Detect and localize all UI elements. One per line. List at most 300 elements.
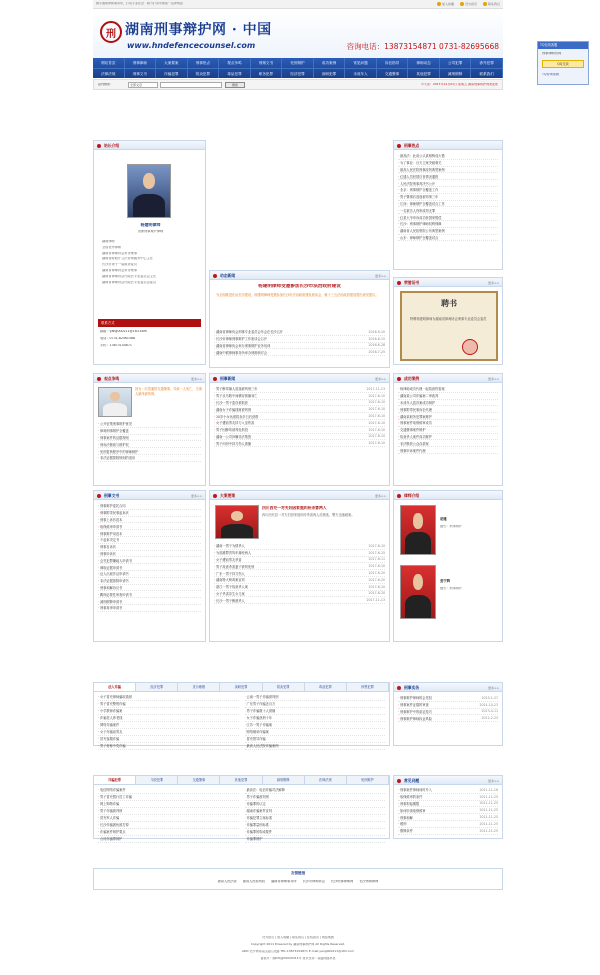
grid-item[interactable]: · 女子诈骗获刑十年 bbox=[245, 715, 386, 722]
grid-item[interactable]: · 诈骗案件辩护要点 bbox=[98, 829, 239, 836]
site-footer bbox=[93, 932, 503, 975]
list-item[interactable] bbox=[398, 153, 498, 160]
nav-item[interactable]: 职务犯罪 bbox=[251, 69, 283, 78]
list-item[interactable] bbox=[214, 557, 385, 564]
list-item[interactable] bbox=[398, 386, 498, 393]
list-item-title: · 杨律师成功代理一起故意伤害案 bbox=[398, 386, 498, 391]
grid-item[interactable]: · 男子冒充警察诈骗 bbox=[98, 701, 239, 708]
dynamic-news-headline[interactable]: 杨建明律师受邀参加长沙市法治政府建设 bbox=[258, 284, 341, 289]
circle-icon bbox=[397, 686, 401, 690]
more-link[interactable]: 更多>> bbox=[190, 493, 202, 498]
circle-icon bbox=[397, 779, 401, 783]
list-item-title: · 湖南某职务犯罪案辩护 bbox=[398, 414, 498, 419]
list-item-date: 2017-11-13 bbox=[366, 598, 385, 603]
list-item[interactable] bbox=[398, 434, 498, 441]
list-item-title: · 男子肇事后逃逸被判刑三年 bbox=[398, 194, 498, 199]
list-item-date: 2014-10-23 bbox=[479, 702, 498, 707]
grid-item[interactable]: · 女子诈骗前男友 bbox=[98, 729, 239, 736]
nav-item[interactable]: 其他犯罪 bbox=[408, 69, 440, 78]
list-item-title: · 江西：律师辩护全覆盖试点工作 bbox=[398, 201, 498, 206]
nav-item[interactable]: 大案要案 bbox=[156, 58, 188, 68]
more-link[interactable]: 更多>> bbox=[374, 273, 386, 278]
list-item[interactable] bbox=[214, 343, 385, 350]
grid-item[interactable]: · 男子谎称中奖诈骗 bbox=[98, 743, 239, 750]
big-cases-panel bbox=[209, 490, 390, 642]
list-item-title: · 律师刑事辩护全覆盖 bbox=[98, 428, 201, 433]
list-item-title: · 长沙市律师刑事辩护工作座谈会召开 bbox=[214, 336, 367, 341]
nav-item[interactable]: 常见问题 bbox=[345, 58, 377, 68]
list-item[interactable] bbox=[98, 441, 201, 448]
list-item[interactable] bbox=[398, 420, 498, 427]
list-item[interactable] bbox=[214, 584, 385, 591]
list-item-title: · 非法证据排除规则的适用 bbox=[98, 455, 201, 460]
list-item-date: 2016-9-10 bbox=[368, 329, 385, 334]
list-item[interactable] bbox=[214, 577, 385, 584]
lawyer-2-photo bbox=[400, 565, 436, 619]
list-item[interactable] bbox=[214, 440, 385, 447]
list-item-title: · 男子因醉驾被判处拘役 bbox=[214, 427, 367, 432]
grid-item[interactable]: · 男子诈骗数十人被捕 bbox=[245, 708, 386, 715]
list-item-title: · 湖南特大贩毒案宣判 bbox=[214, 577, 367, 582]
list-item[interactable] bbox=[398, 821, 498, 828]
dynamic-news-summary: 为全面推进法治长沙建设，杨建明律师受邀参加长沙市法治政府建设座谈会，就十三五法治政府建设提出意见建议。 bbox=[216, 293, 379, 297]
list-item[interactable] bbox=[398, 207, 498, 214]
list-item[interactable] bbox=[214, 420, 385, 427]
nav-item[interactable]: 经济犯罪 bbox=[282, 69, 314, 78]
grid-item[interactable]: · 最高法：电信诈骗司法解释 bbox=[245, 787, 386, 794]
list-item[interactable] bbox=[398, 221, 498, 228]
list-item-title: · 湖南省律师协会举办刑事辩护业务培训 bbox=[214, 343, 367, 348]
bio-line: 湖南省律师协会常务理事 bbox=[102, 251, 138, 255]
dynamic-news-panel bbox=[209, 270, 390, 368]
grid-item[interactable]: · 诈骗罪量刑标准 bbox=[245, 822, 386, 829]
list-item-title: · 刑事申诉状 bbox=[98, 551, 201, 556]
more-link[interactable]: 更多>> bbox=[487, 376, 499, 381]
list-item-date: 2011-11-25 bbox=[479, 815, 498, 820]
nav-item[interactable]: 刑辩文书 bbox=[251, 58, 283, 68]
certificate-body: 特聘杨建明律师为湖南省律师协会刑事专业委员会委员 bbox=[410, 317, 487, 321]
list-item[interactable] bbox=[398, 440, 498, 447]
list-item-title: · 刑事案件取保候审成功 bbox=[398, 420, 498, 425]
list-item-date: 2016-6-28 bbox=[368, 343, 385, 348]
list-item-title: · 刑事上诉状范本 bbox=[98, 517, 201, 522]
list-item[interactable] bbox=[398, 807, 498, 814]
list-item-title: · 刑事案件证据的审查 bbox=[398, 702, 477, 707]
tab-item[interactable]: 涉黑犯罪 bbox=[347, 683, 389, 691]
list-item-date: 2015-1-27 bbox=[481, 695, 498, 700]
grid-item[interactable]: · 冒充客服诈骗 bbox=[98, 736, 239, 743]
top-bar-links bbox=[437, 2, 500, 6]
list-item[interactable] bbox=[98, 428, 201, 435]
friend-link[interactable]: 长沙市律师协会 bbox=[302, 880, 325, 883]
list-item-date: 2011-11-25 bbox=[479, 821, 498, 826]
faq-panel-header: 常见问题 更多>> bbox=[394, 776, 502, 785]
list-item-date: 2011-11-16 bbox=[479, 787, 498, 792]
list-item[interactable] bbox=[98, 591, 201, 598]
nav-item[interactable]: 刑事律师 bbox=[125, 58, 157, 68]
list-item-title: · 刑事辩护律师执业风险 bbox=[398, 716, 480, 721]
list-item-title: · 红星大爷申诉成功获国家赔偿 bbox=[398, 215, 498, 220]
list-item[interactable] bbox=[98, 557, 201, 564]
nav-item[interactable]: 诉讼指导 bbox=[377, 58, 409, 68]
tab-item[interactable]: 其他犯罪 bbox=[220, 776, 262, 784]
list-item-title: · 最高人民法院刑事改判典型案例 bbox=[398, 167, 498, 172]
footer-links[interactable]: 设为首页 | 加入收藏 | 联系我们 | 在线留言 | 网站地图 bbox=[262, 936, 334, 939]
list-item-date: 2016-7-25 bbox=[368, 350, 385, 355]
list-item[interactable] bbox=[398, 406, 498, 413]
nav-item[interactable]: 联系我们 bbox=[471, 69, 503, 78]
friend-link[interactable]: 湖南省律师事务所 bbox=[271, 880, 297, 883]
list-item-date: 2017-6-20 bbox=[368, 571, 385, 576]
list-item[interactable] bbox=[398, 167, 498, 174]
cases-panel-header: 成功案例 更多>> bbox=[394, 374, 502, 383]
list-item[interactable] bbox=[98, 510, 201, 517]
nav-item[interactable]: 成功案例 bbox=[314, 58, 346, 68]
circle-icon bbox=[397, 144, 401, 148]
list-item-date: 2017-6-10 bbox=[368, 420, 385, 425]
lawyer-1-photo bbox=[400, 505, 436, 555]
tab-item[interactable]: 经济犯罪 bbox=[136, 683, 178, 691]
list-item-title: · 男子故意杀害妻子被判死刑 bbox=[214, 564, 367, 569]
list-item[interactable] bbox=[98, 455, 201, 462]
debate-panel bbox=[93, 373, 206, 486]
tab-item[interactable]: 拐卖犯罪 bbox=[263, 683, 305, 691]
list-item[interactable] bbox=[214, 543, 385, 550]
nav-item[interactable]: 观点争鸣 bbox=[219, 58, 251, 68]
list-item-title: · 刑事申诉案件代理 bbox=[398, 448, 498, 453]
tab-item[interactable]: 诈骗犯罪 bbox=[94, 776, 136, 784]
list-item-title: · 取保候审申请书 bbox=[98, 524, 201, 529]
circle-icon bbox=[97, 377, 101, 381]
set-homepage-link[interactable]: 设为首页 bbox=[460, 2, 477, 6]
list-item-title: · 男子醉驾撞人逃逸被判刑三年 bbox=[214, 386, 364, 391]
contact-line: 邮箱：yang000211@163.com bbox=[100, 330, 147, 333]
lawyer-2-name[interactable]: 姜宇辉 bbox=[440, 579, 451, 583]
grid-item[interactable]: · 云南一男子诈骗被判刑 bbox=[245, 694, 386, 701]
list-item-title: · 不起诉决定书 bbox=[98, 537, 201, 542]
certificate-image bbox=[400, 291, 498, 361]
main-nav bbox=[93, 58, 503, 78]
nav-item[interactable]: 律师动态 bbox=[408, 58, 440, 68]
dynamic-news-list bbox=[214, 329, 385, 356]
bio-line: 湖南省律师协会行政法专业委员会主任 bbox=[102, 274, 157, 278]
list-item[interactable] bbox=[98, 537, 201, 544]
list-item[interactable] bbox=[214, 329, 385, 336]
tab-item[interactable]: 法人诈骗 bbox=[94, 683, 136, 691]
nav-item[interactable]: 死刑辩护 bbox=[282, 58, 314, 68]
list-item-title: · 公开征集刑事辩护意见 bbox=[98, 421, 201, 426]
list-item[interactable] bbox=[98, 551, 201, 558]
list-item[interactable] bbox=[214, 400, 385, 407]
qq-chat-button[interactable]: QQ交谈 bbox=[542, 60, 584, 68]
list-item[interactable] bbox=[214, 563, 385, 570]
certificate-panel-header: 荣誉证书 更多>> bbox=[394, 278, 502, 287]
bio-line: 全国优秀律师 bbox=[102, 245, 122, 249]
debate-intro: 因为一次普通的交通肇事，导致一人死亡，当事人最终被判刑。 bbox=[135, 387, 202, 396]
grid-item[interactable]: · 男子诈骗被判刑 bbox=[245, 794, 386, 801]
grid-item[interactable]: · 网络刷单诈骗案 bbox=[245, 729, 386, 736]
list-item[interactable] bbox=[214, 570, 385, 577]
tq-system-link[interactable]: TQ咨询系统 bbox=[542, 73, 560, 76]
list-item[interactable] bbox=[398, 447, 498, 454]
contact-us-link[interactable]: 联系我们 bbox=[483, 2, 500, 6]
friend-link[interactable]: 最高人民法院 bbox=[217, 880, 237, 883]
contact-line: 电话：0731-82561588 bbox=[100, 337, 136, 340]
list-item-title: · 如何申请取保候审 bbox=[398, 808, 477, 813]
list-item[interactable] bbox=[98, 598, 201, 605]
practice-panel-header: 刑事实务 更多>> bbox=[394, 683, 502, 692]
circle-icon bbox=[213, 494, 217, 498]
nav-item[interactable]: 法律法规 bbox=[93, 69, 125, 78]
nav-item[interactable]: 网站首页 bbox=[93, 58, 125, 68]
list-item[interactable] bbox=[398, 393, 498, 400]
list-item-title: · 刑事辩护委托合同 bbox=[98, 503, 201, 508]
list-item-title: · 刑事和解 bbox=[398, 815, 477, 820]
friend-link[interactable]: 最高人民检察院 bbox=[242, 880, 266, 883]
list-item[interactable] bbox=[398, 214, 498, 221]
grid-item[interactable]: · 网上购物诈骗 bbox=[98, 801, 239, 808]
practice-panel bbox=[393, 682, 503, 746]
bio-line: 湖南省财政厅立法咨询服务中心主任 bbox=[102, 257, 153, 261]
list-item-title: · 为逃避罪责驾车撞死两人 bbox=[214, 550, 367, 555]
nav-item[interactable]: 减刑假释 bbox=[440, 69, 472, 78]
list-item[interactable] bbox=[398, 794, 498, 801]
list-item[interactable] bbox=[398, 400, 498, 407]
list-item[interactable] bbox=[398, 427, 498, 434]
list-item[interactable] bbox=[98, 571, 201, 578]
list-item[interactable] bbox=[98, 523, 201, 530]
list-item[interactable] bbox=[98, 503, 201, 510]
grid-item[interactable]: · 合同诈骗罪辩护 bbox=[98, 836, 239, 843]
list-item-title: · 女子遭前男友持刀入室伤害 bbox=[214, 420, 367, 425]
criminal-news-list bbox=[214, 386, 385, 447]
grid-item[interactable]: · 长沙诈骗团伙被打掉 bbox=[98, 822, 239, 829]
more-link[interactable]: 更多>> bbox=[190, 376, 202, 381]
tab-item[interactable]: 斗殴犯罪 bbox=[136, 776, 178, 784]
friend-link[interactable]: 长沙刑事律师网 bbox=[330, 880, 354, 883]
big-cases-header: 大案要案 更多>> bbox=[210, 491, 389, 500]
list-item[interactable] bbox=[398, 801, 498, 808]
list-item[interactable] bbox=[98, 448, 201, 455]
grid-item[interactable]: · 冒充领导诈骗 bbox=[245, 736, 386, 743]
grid-item[interactable]: · 男子冒充银行员工诈骗 bbox=[98, 794, 239, 801]
site-title: 湖南刑事辩护网 · 中国 bbox=[125, 22, 272, 38]
list-item[interactable] bbox=[214, 336, 385, 343]
list-item-title: · 男子纠纷中持刀伤人被捕 bbox=[214, 441, 367, 446]
grid-item[interactable]: · 诈骗罪辩护 bbox=[245, 836, 386, 843]
list-item-date: 2016-8-15 bbox=[368, 336, 385, 341]
documents-panel bbox=[93, 490, 206, 642]
list-item[interactable] bbox=[398, 187, 498, 194]
list-item-title: · 交通肇事案件辩护 bbox=[398, 427, 498, 432]
more-link[interactable]: 更多>> bbox=[374, 493, 386, 498]
list-item-date: 2017-6-20 bbox=[368, 577, 385, 582]
grid-item[interactable]: · 诈骗犯罪立案标准 bbox=[245, 815, 386, 822]
grid-item[interactable]: · 广东男子诈骗近百万 bbox=[245, 701, 386, 708]
crime-list-1 bbox=[98, 694, 385, 750]
list-item-title: · 10岁小女孩被拐卖多日后获救 bbox=[214, 414, 367, 419]
list-item[interactable] bbox=[98, 544, 201, 551]
list-item[interactable] bbox=[398, 180, 498, 187]
lawyer-1-intro: 擅长：刑事辩护 bbox=[440, 525, 463, 528]
practice-list bbox=[398, 695, 498, 722]
friend-link[interactable]: 长沙刑辩律师 bbox=[359, 880, 379, 883]
list-item-title: · 刑事附带民事起诉状 bbox=[98, 510, 201, 515]
site-logo-icon[interactable]: 刑 bbox=[100, 21, 122, 43]
debate-list bbox=[98, 421, 201, 462]
list-item[interactable] bbox=[98, 578, 201, 585]
tab-item[interactable]: 毒品犯罪 bbox=[305, 683, 347, 691]
grid-item[interactable]: · 湖南诈骗案件宣判 bbox=[245, 808, 386, 815]
lawyer-role: 资深刑事辩护律师 bbox=[137, 230, 164, 233]
bio-line: 湖南省律师协会行政法专业委员会委员 bbox=[102, 280, 157, 284]
list-item-title: · 山东：律师辩护全覆盖试点 bbox=[398, 235, 498, 240]
bio-line: 湖南省律师协会常务理事 bbox=[102, 268, 138, 272]
list-item-date: 2011-11-25 bbox=[479, 801, 498, 806]
big-case-photo bbox=[215, 505, 259, 539]
nav-item[interactable]: 刑事热点 bbox=[188, 58, 220, 68]
list-item-title: · 广东一男子持刀伤人 bbox=[214, 571, 367, 576]
lawyer-bio bbox=[102, 240, 202, 286]
list-item[interactable] bbox=[214, 427, 385, 434]
grid-item[interactable]: · 诈骗罪的构成要件 bbox=[245, 829, 386, 836]
circle-icon bbox=[397, 281, 401, 285]
list-item[interactable] bbox=[398, 413, 498, 420]
grid-item[interactable]: · 男子诈骗被判刑 bbox=[98, 808, 239, 815]
grid-item[interactable]: · 江苏一男子诈骗案 bbox=[245, 722, 386, 729]
date-greeting: 今天是：2017年12月01日 星期五 湖南刑事辩护网欢迎您 bbox=[420, 83, 498, 86]
lawyer-2-intro: 擅长：刑事辩护 bbox=[440, 587, 463, 590]
list-item[interactable] bbox=[98, 435, 201, 442]
list-item[interactable] bbox=[398, 702, 498, 709]
more-link[interactable]: 更多>> bbox=[374, 376, 386, 381]
list-item-title: · 湖南女子诈骗钱财被判刑 bbox=[214, 407, 367, 412]
profile-panel bbox=[93, 140, 206, 365]
list-item[interactable] bbox=[398, 160, 498, 167]
list-item[interactable] bbox=[398, 715, 498, 722]
tab-item[interactable]: 死刑辩护 bbox=[347, 776, 389, 784]
nav-item[interactable]: 未成年人 bbox=[345, 69, 377, 78]
list-item[interactable] bbox=[98, 421, 201, 428]
list-item-title: · 长沙一男子醉酒杀人 bbox=[214, 598, 364, 603]
nav-item[interactable]: 毒品犯罪 bbox=[219, 69, 251, 78]
list-item[interactable] bbox=[214, 386, 385, 393]
grid-item[interactable]: · 女子冒充律师骗取钱财 bbox=[98, 694, 239, 701]
footer-copyright: Copyright 2011 Powered by 湖南刑事辩护网 All Rights Reserved. bbox=[250, 943, 346, 946]
crime-tabs-1 bbox=[94, 683, 389, 692]
home-icon bbox=[460, 2, 464, 6]
search-button[interactable]: 搜索 bbox=[225, 82, 245, 88]
tab-item[interactable]: 减刑假释 bbox=[263, 776, 305, 784]
list-item[interactable] bbox=[398, 228, 498, 235]
more-link[interactable]: 更多>> bbox=[487, 280, 499, 285]
list-item[interactable] bbox=[398, 194, 498, 201]
list-item[interactable] bbox=[98, 564, 201, 571]
search-bar bbox=[93, 79, 503, 90]
debate-photo bbox=[98, 387, 132, 417]
list-item[interactable] bbox=[398, 828, 498, 835]
top-bar bbox=[93, 0, 503, 9]
more-link[interactable]: 更多>> bbox=[487, 685, 499, 690]
list-item[interactable] bbox=[398, 695, 498, 702]
grid-item[interactable]: · 电信网络诈骗案件 bbox=[98, 787, 239, 794]
grid-item[interactable]: · 冒充军人诈骗 bbox=[98, 815, 239, 822]
search-input[interactable] bbox=[160, 82, 222, 88]
list-item-title: · 非法证据排除申请书 bbox=[98, 578, 201, 583]
nav-item[interactable]: 渎职犯罪 bbox=[314, 69, 346, 78]
list-item[interactable] bbox=[398, 201, 498, 208]
tab-item[interactable]: 交通肇事 bbox=[178, 776, 220, 784]
list-item[interactable] bbox=[214, 349, 385, 356]
nav-item[interactable]: 公司犯罪 bbox=[440, 58, 472, 68]
list-item[interactable] bbox=[398, 173, 498, 180]
list-item-date: 2011-11-25 bbox=[479, 794, 498, 799]
grid-item[interactable]: · 诈骗罪的认定 bbox=[245, 801, 386, 808]
list-item[interactable] bbox=[214, 591, 385, 598]
lawyer-consult-link[interactable]: 刑事律师咨询 bbox=[542, 52, 562, 55]
list-item[interactable] bbox=[98, 517, 201, 524]
list-item[interactable] bbox=[214, 597, 385, 604]
lawyers-panel-header: 律师介绍 bbox=[394, 491, 502, 500]
nav-item[interactable]: 交通肇事 bbox=[377, 69, 409, 78]
grid-item[interactable]: · 小学教师诈骗案 bbox=[98, 708, 239, 715]
list-item[interactable] bbox=[214, 413, 385, 420]
list-item-title: · 刑诉法修改与辩护权 bbox=[98, 442, 201, 447]
list-item-title: · 减刑假释申请书 bbox=[98, 599, 201, 604]
list-item[interactable] bbox=[98, 530, 201, 537]
contact-header: 联系方式 bbox=[98, 319, 201, 327]
list-item-title: · 缓刑 bbox=[398, 821, 477, 826]
tab-item[interactable]: 贪污贿赂 bbox=[178, 683, 220, 691]
search-category-select[interactable]: 全部文章 bbox=[128, 82, 158, 88]
list-item[interactable] bbox=[398, 814, 498, 821]
circle-icon bbox=[397, 377, 401, 381]
list-item-title: · 长沙：刑事辩护律师权利保障 bbox=[398, 221, 498, 226]
add-favorite-link[interactable]: 加入收藏 bbox=[437, 2, 454, 6]
grid-item[interactable]: · 诈骗老人养老钱 bbox=[98, 715, 239, 722]
grid-item[interactable]: · 最高人民法院诈骗案例 bbox=[245, 743, 386, 750]
list-item[interactable] bbox=[98, 585, 201, 592]
list-item[interactable] bbox=[214, 393, 385, 400]
nav-item[interactable]: 刑事文书 bbox=[125, 69, 157, 78]
tab-item[interactable]: 渎职犯罪 bbox=[220, 683, 262, 691]
nav-item[interactable]: 拐卖犯罪 bbox=[188, 69, 220, 78]
list-item[interactable] bbox=[214, 550, 385, 557]
tab-item[interactable]: 法律法规 bbox=[305, 776, 347, 784]
documents-list bbox=[98, 503, 201, 612]
list-item[interactable] bbox=[214, 434, 385, 441]
online-service-title: TQ在线客服 bbox=[538, 42, 588, 49]
list-item-title: · 非法吸收公众存款案 bbox=[398, 441, 498, 446]
list-item[interactable] bbox=[98, 605, 201, 612]
consult-phone: 咨询电话：13873154871 0731-82695668 bbox=[346, 42, 499, 51]
circle-icon bbox=[213, 377, 217, 381]
big-case-headline[interactable]: 四川西充一对夫妇因家庭纠纷杀害两人 bbox=[262, 506, 327, 510]
certificate-panel bbox=[393, 277, 503, 365]
list-item[interactable] bbox=[398, 709, 498, 716]
nav-item[interactable]: 诈骗犯罪 bbox=[156, 69, 188, 78]
more-link[interactable]: 更多>> bbox=[487, 778, 499, 783]
list-item[interactable] bbox=[398, 235, 498, 242]
list-item[interactable] bbox=[398, 787, 498, 794]
grid-item[interactable]: · 网络诈骗案件 bbox=[98, 722, 239, 729]
online-service-float bbox=[537, 41, 589, 85]
list-item[interactable] bbox=[214, 406, 385, 413]
nav-item[interactable]: 涉外犯罪 bbox=[471, 58, 503, 68]
list-item-title: · 女子遭前男友杀害 bbox=[214, 557, 367, 562]
crime-tabs-panel-1 bbox=[93, 682, 390, 746]
lawyer-1-name[interactable]: 胡雅 bbox=[440, 517, 447, 521]
